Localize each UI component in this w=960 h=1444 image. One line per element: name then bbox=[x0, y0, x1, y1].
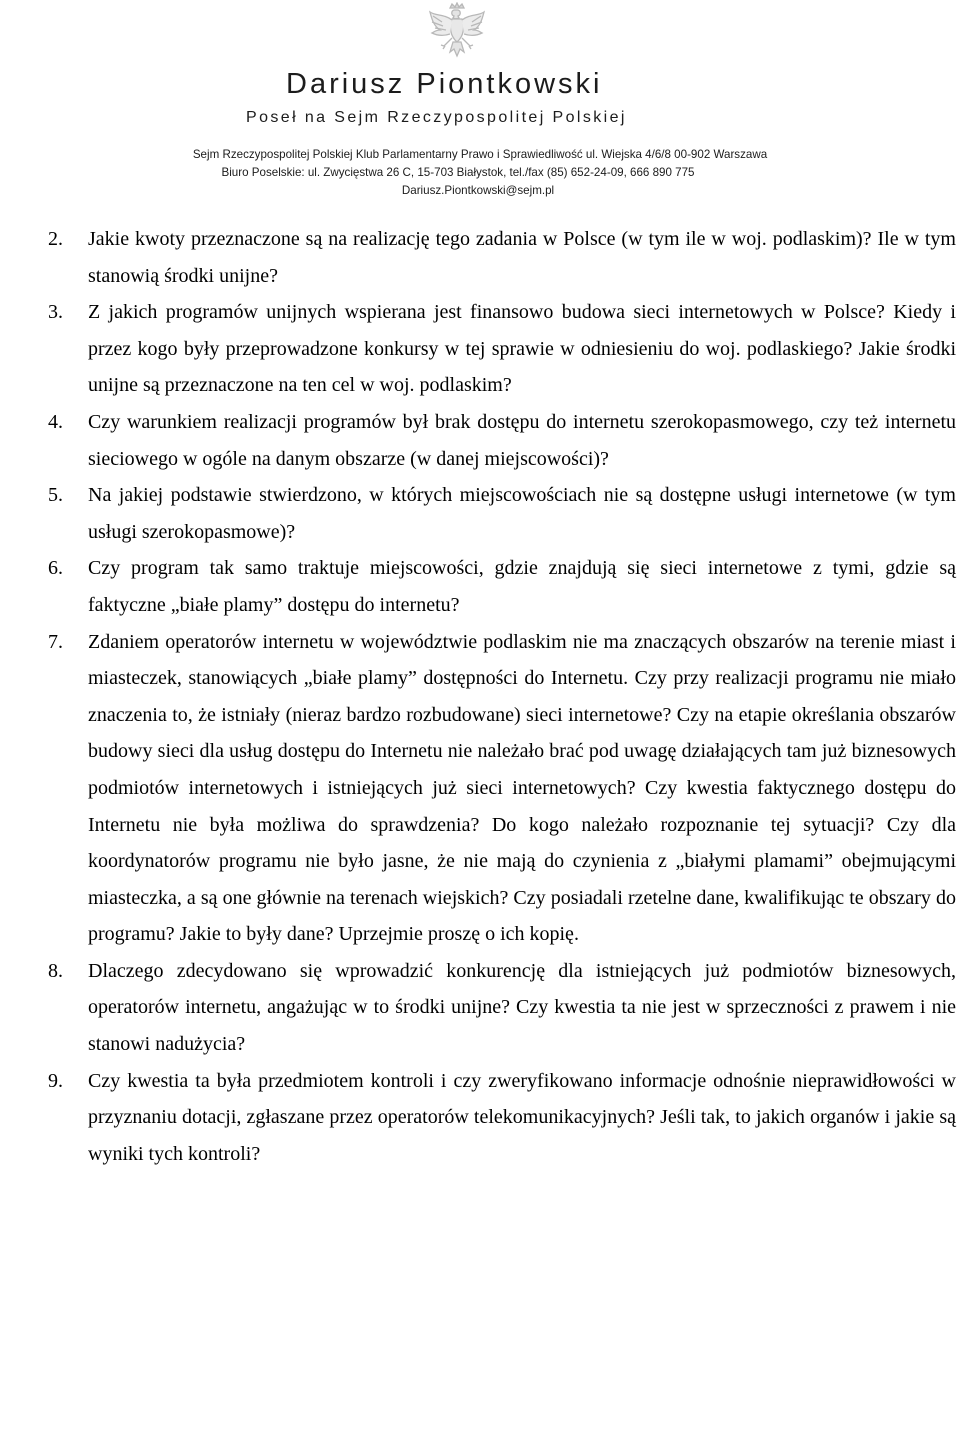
letterhead bbox=[0, 0, 960, 200]
question-text: Czy program tak samo traktuje miejscowości, gdzie znajdują się sieci internetowe z tymi, gdzie są faktyczne „białe plamy” dostępu do internetu? bbox=[88, 557, 956, 616]
question-text: Dlaczego zdecydowano się wprowadzić konkurencję dla istniejących już podmiotów biznesowych, operatorów internetu, angażując w to środki unijne? Czy kwestia ta nie jest w sprzeczności z prawem i nie stanowi nadużycia? bbox=[88, 959, 956, 1056]
address-warsaw: Sejm Rzeczypospolitej Polskiej Klub Parlamentarny Prawo i Sprawiedliwość ul. Wiejska 4/6/8 00-902 Warszawa bbox=[192, 148, 768, 161]
question-text: Czy kwestia ta była przedmiotem kontroli i czy zweryfikowano informacje odnośnie nieprawidłowości w przyznaniu dotacji, zgłaszane przez operatorów telekomunikacyjnych? Jeśli tak, to jakich organów i jakie są wyniki tych kontroli? bbox=[88, 1069, 956, 1165]
question-number: 5. bbox=[48, 484, 63, 507]
question-number: 4. bbox=[48, 410, 63, 433]
question-text: Na jakiej podstawie stwierdzono, w których miejscowościach nie są dostępne usługi internetowe (w tym usługi szerokopasmowe)? bbox=[88, 484, 956, 543]
question-item bbox=[48, 221, 956, 294]
question-item bbox=[48, 550, 956, 623]
questions-list bbox=[48, 221, 956, 1172]
email-address: Dariusz.Piontkowski@sejm.pl bbox=[401, 184, 555, 197]
question-number: 8. bbox=[48, 959, 63, 982]
question-text: Czy warunkiem realizacji programów był brak dostępu do internetu szerokopasmowego, czy też internetu sieciowego w ogóle na danym obszarze (w danej miejscowości)? bbox=[88, 410, 956, 470]
mp-title: Poseł na Sejm Rzeczypospolitej Polskiej bbox=[246, 109, 627, 126]
question-number: 6. bbox=[48, 557, 63, 580]
address-bialystok: Biuro Poselskie: ul. Zwycięstwa 26 C, 15-703 Białystok, tel./fax (85) 652-24-09, 666 890 775 bbox=[221, 166, 695, 179]
question-item bbox=[48, 477, 956, 550]
question-text: Z jakich programów unijnych wspierana jest finansowo budowa sieci internetowych w Polsce? Kiedy i przez kogo były przeprowadzone konkursy w tej sprawie w odniesieniu do woj. podlaskiego? Jakie środki unijne są przeznaczone na ten cel w woj. podlaskim? bbox=[88, 301, 956, 397]
question-item bbox=[48, 294, 956, 404]
question-number: 7. bbox=[48, 630, 63, 653]
question-number: 3. bbox=[48, 301, 63, 324]
question-item bbox=[48, 953, 956, 1063]
question-number: 9. bbox=[48, 1069, 63, 1092]
mp-name: Dariusz Piontkowski bbox=[286, 68, 603, 100]
question-number: 2. bbox=[48, 228, 63, 250]
question-item bbox=[48, 1063, 956, 1173]
question-text: Jakie kwoty przeznaczone są na realizację tego zadania w Polsce (w tym ile w woj. podlaskim)? Ile w tym stanowią środki unijne? bbox=[88, 228, 956, 287]
question-item bbox=[48, 624, 956, 953]
question-item bbox=[48, 404, 956, 477]
question-text: Zdaniem operatorów internetu w województwie podlaskim nie ma znaczących obszarów na terenie miast i miasteczek, stanowiących „białe plamy” dostępności do Internetu. Czy przy realizacji programu nie miało znaczenia to, że istniały (nieraz bardzo rozbudowane) sieci internetowe? Czy na etapie określania obszarów budowy sieci dla usług dostępu do Internetu nie należało brać pod uwagę działających tam już biznesowych podmiotów internetowych i istniejących już sieci internetowych? Czy kwestia faktycznego dostępu do Internetu nie była możliwa do sprawdzenia? Do kogo należało rozpoznanie tej sytuacji? Czy dla koordynatorów programu nie było jasne, że nie mają do czynienia z „białymi plamami” obejmującymi miasteczka, a są one głównie na terenach wiejskich? Czy posiadali rzetelne dane, kwalifikując te obszary do programu? Jakie to były dane? Uprzejmie proszę o ich kopię. bbox=[88, 630, 956, 946]
polish-eagle-emblem bbox=[424, 2, 490, 68]
